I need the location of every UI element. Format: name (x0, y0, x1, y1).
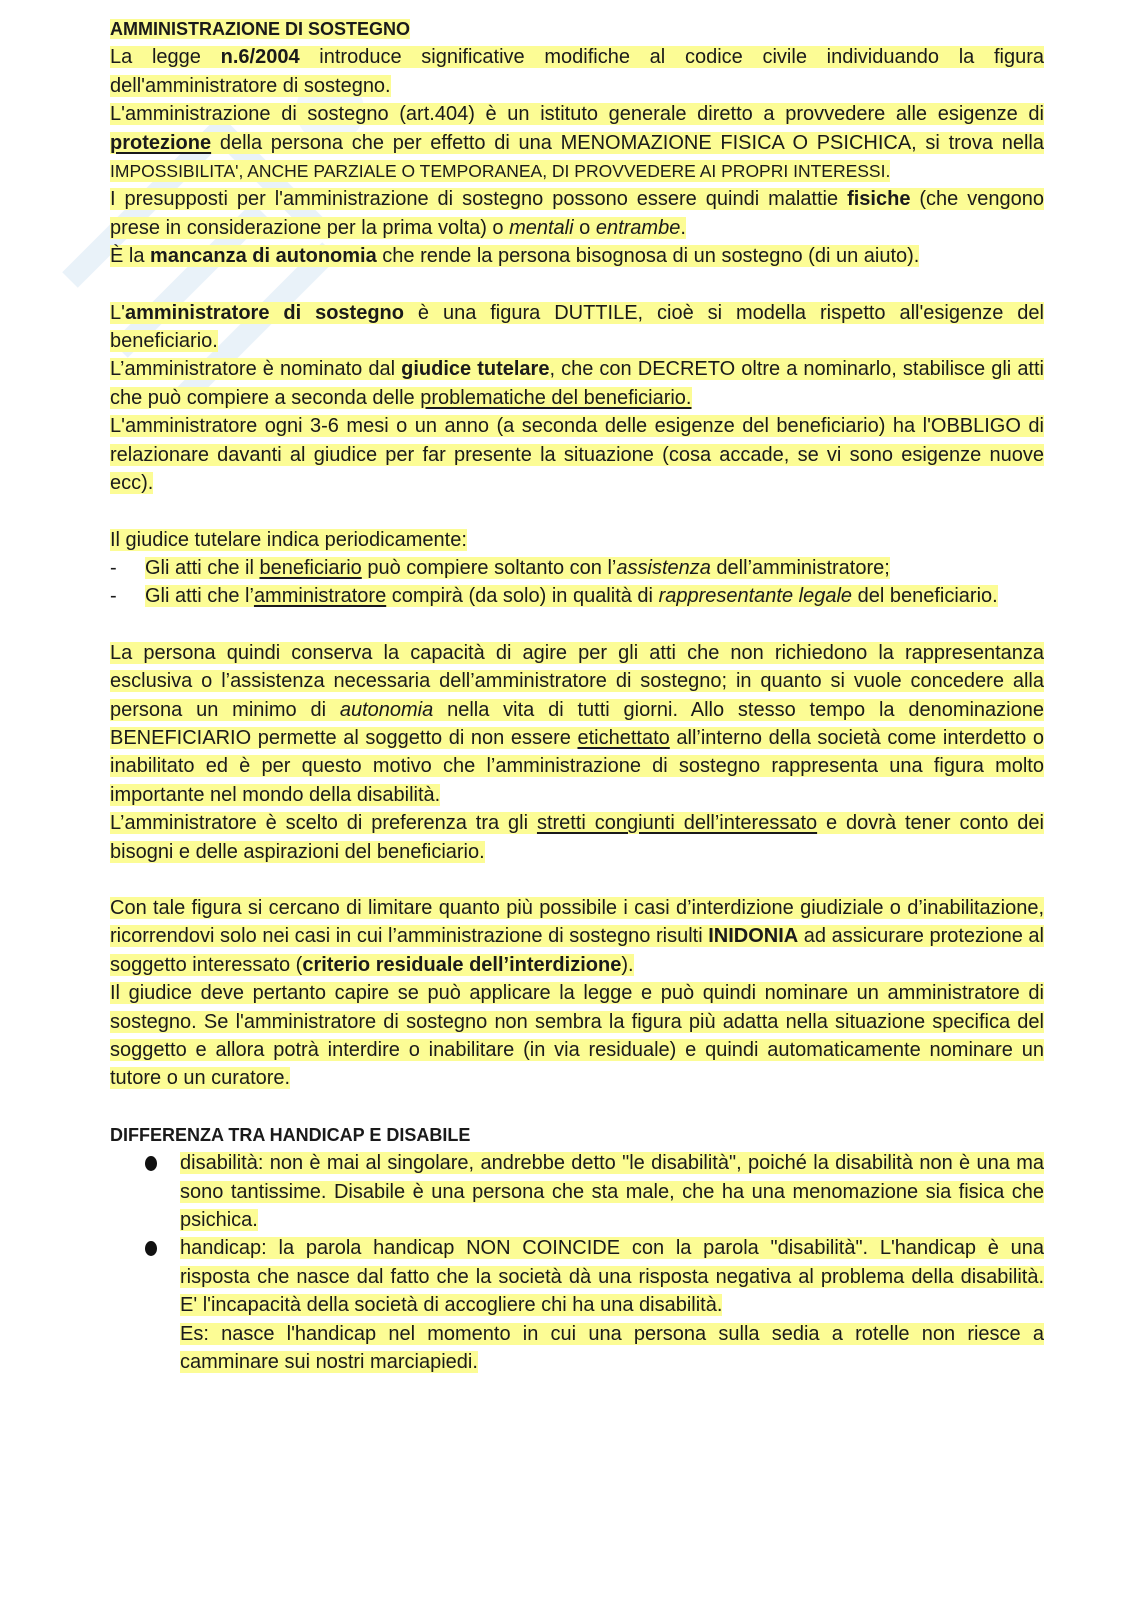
list-item-handicap: handicap: la parola handicap NON COINCIDE con la parola "disabilità". L'handicap è una risposta che nasce dal fatto che la società dà una risposta negativa al problema della disabilità. E' l'incapacità della società di accogliere chi ha una disabilità. Es: nasce l'handicap nel momento in cui una persona sulla sedia a rotelle non riesce a camminare sui nostri marciapiedi. (110, 1234, 1044, 1376)
bullet-icon (145, 1156, 157, 1171)
section-title-differenza: DIFFERENZA TRA HANDICAP E DISABILE (110, 1124, 471, 1145)
example-text: Es: nasce l'handicap nel momento in cui una persona sulla sedia a rotelle non riesce a camminare sui nostri marciapiedi. (180, 1322, 1044, 1374)
paragraph-presupposti: I presupposti per l'amministrazione di sostegno possono essere quindi malattie fisiche (che vengono prese in considerazione per la prima volta) o mentali o entrambe. (110, 188, 1044, 239)
paragraph-interdizione: Con tale figura si cercano di limitare quanto più possibile i casi d’interdizione giudiziale o d’inabilitazione, ricorrendovi solo nei casi in cui l’amministrazione di sostegno risulti INIDONIA ad assicurare protezione al soggetto interessato (criterio residuale dell’interdizione). (110, 896, 1044, 976)
paragraph-giudice: L’amministratore è nominato dal giudice tutelare, che con DECRETO oltre a nominarlo, stabilisce gli atti che può compiere a seconda delle problematiche del beneficiario. (110, 358, 1044, 409)
paragraph-istituto: L'amministrazione di sostegno (art.404) è un istituto generale diretto a provvedere alle esigenze di protezione della persona che per effetto di una MENOMAZIONE FISICA O PSICHICA, si trova nella IMPOSSIBILITA', ANCHE PARZIALE O TEMPORANEA, DI PROVVEDERE AI PROPRI INTERESSI. (110, 103, 1044, 182)
paragraph-duttile: L'amministratore di sostegno è una figura DUTTILE, cioè si modella rispetto all'esigenze del beneficiario. (110, 301, 1044, 353)
paragraph-autonomia: È la mancanza di autonomia che rende la persona bisognosa di un sostegno (di un aiuto). (110, 245, 920, 268)
paragraph-obbligo: L'amministratore ogni 3-6 mesi o un anno (a seconda delle esigenze del beneficiario) ha l'OBBLIGO di relazionare davanti al giudice per far presente la situazione (cosa accade, se vi sono esigenze nuove ecc). (110, 415, 1044, 495)
paragraph-congiunti: L’amministratore è scelto di preferenza tra gli stretti congiunti dell’interessato e dovrà tener conto dei bisogni e delle aspirazioni del beneficiario. (110, 812, 1044, 863)
list-item-disabilita: disabilità: non è mai al singolare, andrebbe detto "le disabilità", poiché la disabilità non è una ma sono tantissime. Disabile è una persona che sta male, che ha una menomazione sia fisica che psichica. (110, 1149, 1044, 1234)
paragraph-curatore: Il giudice deve pertanto capire se può applicare la legge e può quindi nominare un amministratore di sostegno. Se l'amministratore di sostegno non sembra la figura più adatta nella situazione specifica del soggetto e allora potrà interdire o inabilitare (in via residuale) e quindi automaticamente nominare un tutore o un curatore. (110, 982, 1044, 1090)
document-body (110, 15, 1044, 1376)
paragraph-capacita: La persona quindi conserva la capacità di agire per gli atti che non richiedono la rappresentanza esclusiva o l’assistenza necessaria dell’amministratore di sostegno; in quanto si vuole concedere alla persona un minimo di autonomia nella vita di tutti giorni. Allo stesso tempo la denominazione BENEFICIARIO permette al soggetto di non essere etichettato all’interno della società come interdetto o inabilitato ed è per questo motivo che l’amministrazione di sostegno rappresenta una figura molto importante nel mondo della disabilità. (110, 641, 1044, 806)
paragraph-indica: Il giudice tutelare indica periodicamente: (110, 528, 467, 551)
list-item: - Gli atti che l’amministratore compirà (da solo) in qualità di rappresentante legale del beneficiario. (110, 585, 998, 608)
paragraph-legge: La legge n.6/2004 introduce significative modifiche al codice civile individuando la figura dell'amministratore di sostegno. (110, 46, 1044, 97)
list-item: - Gli atti che il beneficiario può compiere soltanto con l’assistenza dell’amministratore; (110, 556, 890, 579)
bullet-icon (145, 1241, 157, 1256)
section-title-amministrazione: AMMINISTRAZIONE DI SOSTEGNO (110, 19, 411, 39)
